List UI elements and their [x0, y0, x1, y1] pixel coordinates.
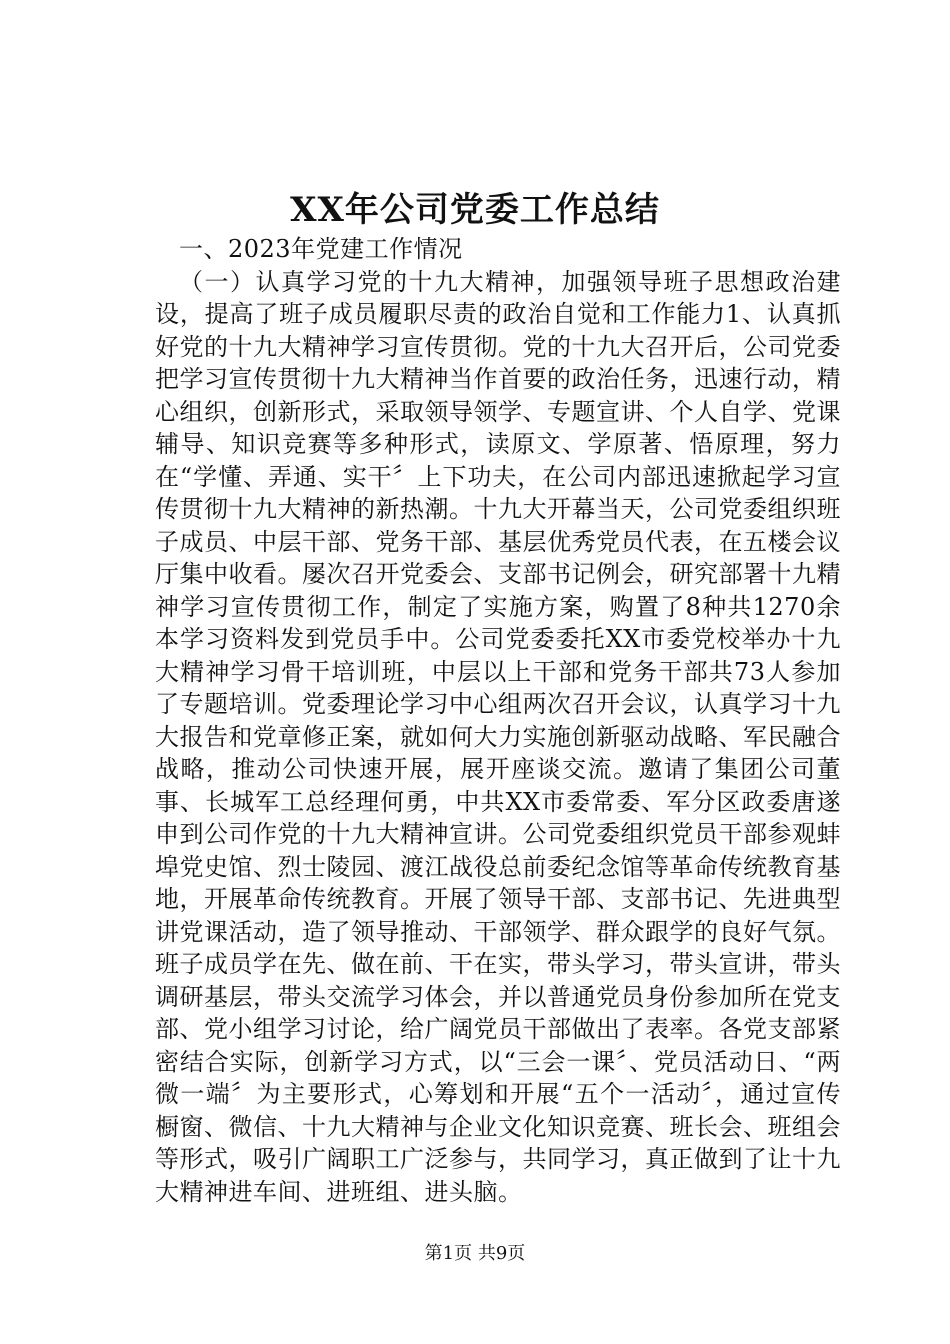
section-heading: 一、2023年党建工作情况 [179, 235, 463, 263]
document-title: XX年公司党委工作总结 [290, 190, 660, 230]
page-footer: 第1页 共9页 [424, 1243, 526, 1264]
body-paragraph: （一）认真学习党的十九大精神，加强领导班子思想政治建设，提高了班子成员履职尽责的政治自觉和工作能力1、认真抓好党的十九大精神学习宣传贯彻。党的十九大召开后，公司党委把学习宣传贯彻十九大精神当作首要的政治任务，迅速行动，精心组织，创新形式，采取领导领学、专题宣讲、个人自学、党课辅导、知识竞赛等多种形式，读原文、学原著、悟原理，努力在“学懂、弄通、实干〞上下功夫，在公司内部迅速掀起学习宣传贯彻十九大精神的新热潮。十九大开幕当天，公司党委组织班子成员、中层干部、党务干部、基层优秀党员代表，在五楼会议厅集中收看。屡次召开党委会、支部书记例会，研究部署十九精神学习宣传贯彻工作，制定了实施方案，购置了8种共1270余本学习资料发到党员手中。公司党委委托XX市委党校举办十九大精神学习骨干培训班，中层以上干部和党务干部共73人参加了专题培训。党委理论学习中心组两次召开会议，认真学习十九大报告和党章修正案，就如何大力实施创新驱动战略、军民融合战略，推动公司快速开展，展开座谈交流。邀请了集团公司董事、长城军工总经理何勇，中共XX市委常委、军分区政委唐遂申到公司作党的十九大精神宣讲。公司党委组织党员干部参观蚌埠党史馆、烈士陵园、渡江战役总前委纪念馆等革命传统教育基地，开展革命传统教育。开展了领导干部、支部书记、先进典型讲党课活动，造了领导推动、干部领学、群众跟学的良好气氛。班子成员学在先、做在前、干在实，带头学习，带头宣讲，带头调研基层，带头交流学习体会，并以普通党员身份参加所在党支部、党小组学习讨论，给广阔党员干部做出了表率。各党支部紧密结合实际，创新学习方式，以“三会一课〞、党员活动日、“两微一端〞为主要形式，心筹划和开展“五个一活动〞，通过宣传橱窗、微信、十九大精神与企业文化知识竞赛、班长会、班组会等形式，吸引广阔职工广泛参与，共同学习，真正做到了让十九大精神进车间、进班组、进头脑。 [155, 267, 841, 1206]
document-body [155, 233, 841, 1208]
